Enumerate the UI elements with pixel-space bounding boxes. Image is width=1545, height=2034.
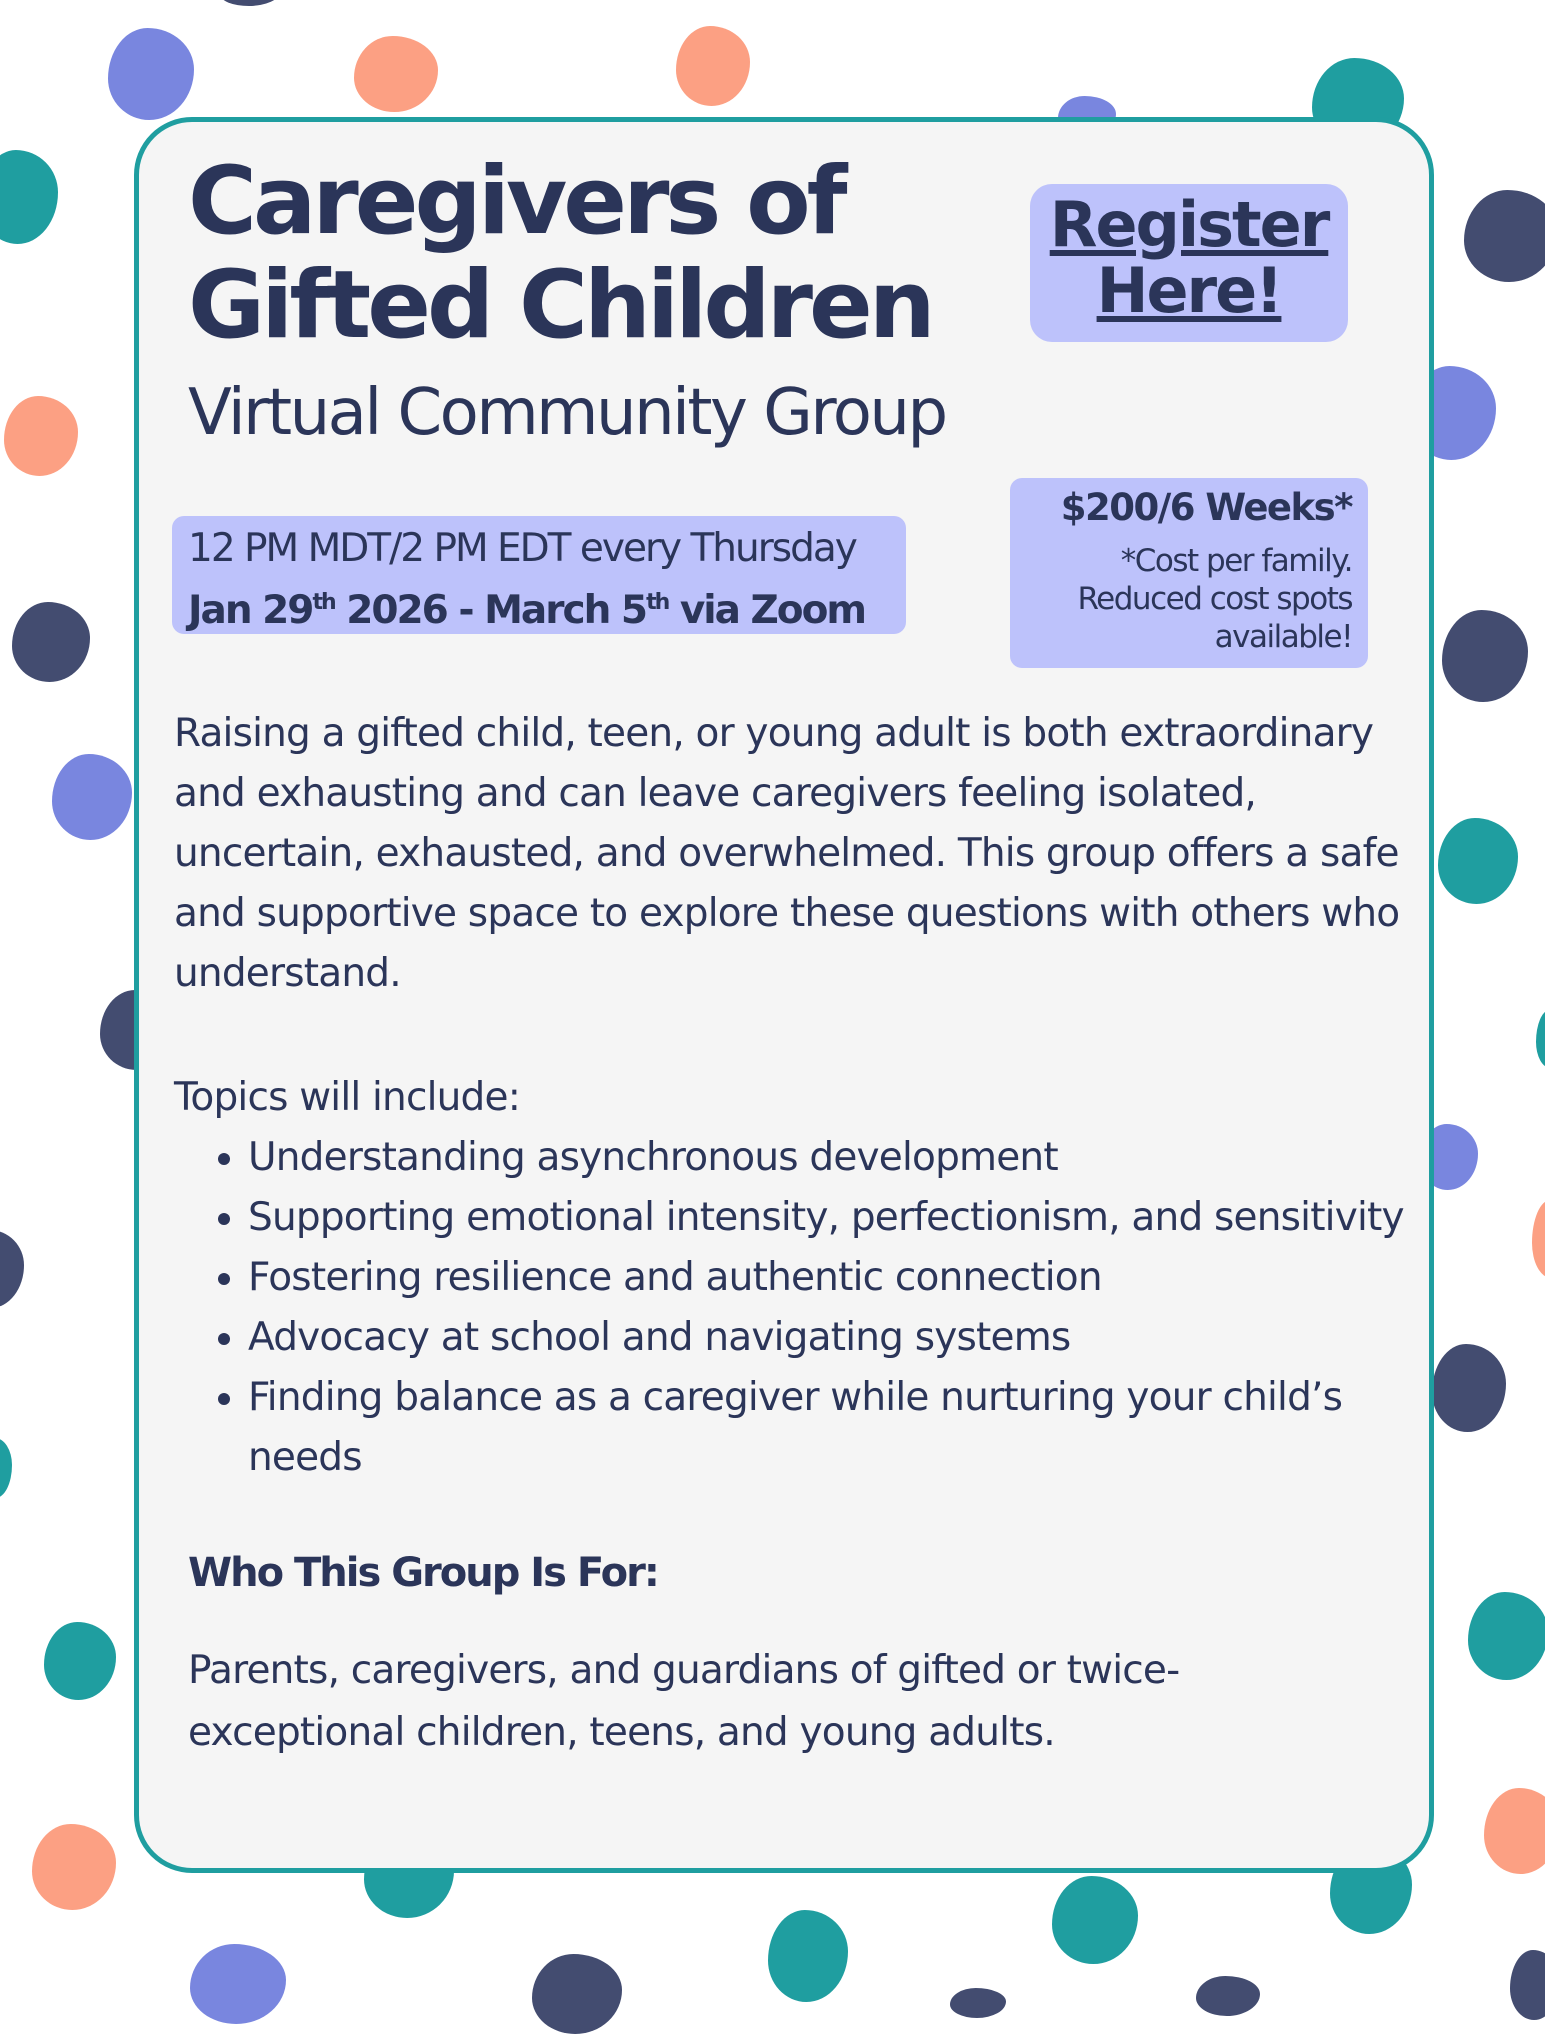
title-line: Caregivers of [188, 147, 844, 256]
decorative-dot [532, 1954, 622, 2034]
meeting-platform: via Zoom [668, 588, 866, 633]
decorative-dot [52, 754, 132, 840]
decorative-dot [354, 36, 438, 112]
price-note-line: Reduced cost spots [1077, 581, 1352, 617]
start-date-suffix: th [312, 590, 335, 615]
decorative-dot [1432, 1344, 1506, 1432]
page-title [188, 147, 932, 360]
decorative-dot [676, 26, 750, 106]
audience-heading: Who This Group Is For: [188, 1550, 658, 1596]
topics-list [174, 1128, 1414, 1488]
price-label: $200/6 Weeks* [1060, 486, 1352, 529]
decorative-dot [12, 602, 90, 682]
decorative-dot [0, 1438, 12, 1498]
price-note-line: available! [1214, 619, 1352, 655]
decorative-dot [1484, 1788, 1545, 1874]
schedule-box [172, 516, 906, 634]
register-label-line: Register [1049, 188, 1329, 261]
start-date: Jan 29 [188, 588, 313, 633]
list-item: • Finding balance as a caregiver while nurturing your child’s needs [248, 1368, 1414, 1488]
list-item: • Understanding asynchronous development [248, 1128, 1414, 1188]
decorative-dot [1532, 1200, 1545, 1278]
audience-text: Parents, caregivers, and guardians of gifted or twice-exceptional children, teens, and young adults. [188, 1648, 1180, 1755]
price-note [1010, 542, 1352, 656]
decorative-dot [768, 1910, 848, 2002]
decorative-dot [1536, 1010, 1545, 1068]
decorative-dot [32, 1824, 116, 1910]
decorative-dot [44, 1622, 116, 1700]
list-item: • Fostering resilience and authentic connection [248, 1248, 1414, 1308]
description-paragraph: Raising a gifted child, teen, or young adult is both extraordinary and exhausting and can leave caregivers feeling isolated, uncertain, exhausted, and overwhelmed. This group offers a safe and supportive space to explore these questions with others who understand. [174, 711, 1400, 996]
decorative-dot [1196, 1976, 1260, 2016]
decorative-dot [950, 1988, 1006, 2018]
date-range-middle: 2026 - March 5 [334, 588, 647, 633]
schedule-dates [188, 576, 906, 638]
pricing-box [1010, 478, 1368, 668]
decorative-dot [4, 396, 78, 476]
end-date-suffix: th [646, 590, 669, 615]
decorative-dot [1464, 190, 1545, 282]
decorative-dot [1510, 1950, 1545, 2020]
decorative-dot [190, 1944, 286, 2024]
decorative-dot [1442, 610, 1528, 702]
register-button[interactable] [1030, 184, 1348, 342]
decorative-dot [0, 1230, 24, 1308]
price-note-line: *Cost per family. [1120, 543, 1352, 579]
decorative-dot [108, 28, 194, 120]
list-item: • Advocacy at school and navigating systems [248, 1308, 1414, 1368]
title-line: Gifted Children [188, 251, 932, 360]
list-item: • Supporting emotional intensity, perfectionism, and sensitivity [248, 1188, 1414, 1248]
decorative-dot [1438, 818, 1518, 904]
register-label-line: Here! [1096, 254, 1282, 327]
decorative-dot [220, 0, 280, 6]
schedule-time: 12 PM MDT/2 PM EDT every Thursday [188, 526, 856, 571]
decorative-dot [1468, 1592, 1545, 1680]
decorative-dot [1052, 1876, 1138, 1964]
page-subtitle: Virtual Community Group [188, 376, 946, 450]
topics-intro: Topics will include: [174, 1075, 521, 1120]
decorative-dot [0, 150, 58, 244]
